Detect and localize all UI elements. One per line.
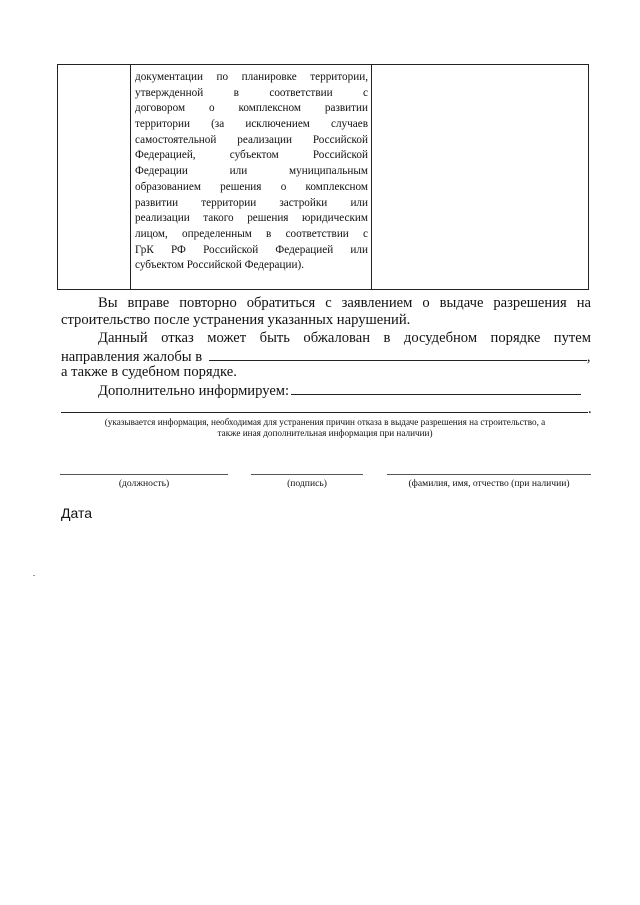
table-cell-text-line: реализации такого решения юридическим — [135, 212, 368, 225]
additional-info-field[interactable] — [291, 381, 581, 395]
table-cell-text-line: лицом, определенным в соответствии с — [135, 227, 368, 240]
paragraph-appeal-line1: Данный отказ может быть обжалован в досудебном порядке путем — [98, 330, 591, 346]
additional-info-period: . — [588, 401, 592, 417]
appeal-authority-field[interactable] — [209, 347, 587, 361]
full-name-signature-line[interactable] — [387, 474, 591, 475]
table-cell-text-line: Федерацией, субъектом Российской — [135, 149, 368, 162]
table-cell-number — [58, 65, 131, 289]
table-cell-text-line: образованием решения о комплексном — [135, 180, 368, 193]
full-name-caption: (фамилия, имя, отчество (при наличии) — [408, 478, 570, 489]
table-cell-text-line: самостоятельной реализации Российской — [135, 133, 368, 146]
signature-caption: (подпись) — [287, 478, 327, 489]
scan-speck — [33, 575, 35, 576]
signature-line[interactable] — [251, 474, 363, 475]
additional-info-note-line2: также иная дополнительная информация при наличии) — [217, 428, 433, 438]
position-signature-line[interactable] — [60, 474, 228, 475]
paragraph-reapply-line1: Вы вправе повторно обратиться с заявлением о выдаче разрешения на — [98, 295, 591, 311]
table-cell-explanation — [372, 65, 588, 289]
additional-info-note-line1: (указывается информация, необходимая для устранения причин отказа в выдаче разрешения на строительство, а — [104, 417, 546, 427]
table-cell-text-line: утвержденной в соответствии с — [135, 86, 368, 99]
paragraph-appeal-line2 — [61, 347, 601, 365]
table-cell-text-line: Федерации или муниципальным — [135, 165, 368, 178]
table-cell-text-line: ГрК РФ Российской Федерацией или — [135, 243, 368, 256]
table-cell-text-line: договором о комплексном развитии — [135, 102, 368, 115]
date-label: Дата — [61, 505, 93, 521]
table-cell-text-line: развитии территории застройки или — [135, 196, 368, 209]
paragraph-additional-info — [98, 381, 598, 399]
paragraph-reapply-line2: строительство после устранения указанных нарушений. — [61, 312, 411, 328]
table-cell-text-line: территории (за исключением случаев — [135, 118, 368, 131]
position-caption: (должность) — [118, 478, 170, 489]
appeal-prefix: направления жалобы в — [61, 349, 203, 365]
additional-info-line2 — [61, 399, 601, 417]
paragraph-appeal-line3: а также в судебном порядке. — [61, 364, 237, 380]
additional-info-field-continued[interactable] — [61, 399, 588, 413]
table-cell-reason — [131, 65, 372, 289]
refusal-reasons-table — [57, 64, 589, 290]
table-cell-text-line: субъектом Российской Федерации). — [135, 259, 305, 272]
table-cell-text-line: документации по планировке территории, — [135, 71, 368, 83]
additional-info-prefix: Дополнительно информируем: — [98, 383, 290, 399]
appeal-line-comma: , — [586, 349, 591, 365]
